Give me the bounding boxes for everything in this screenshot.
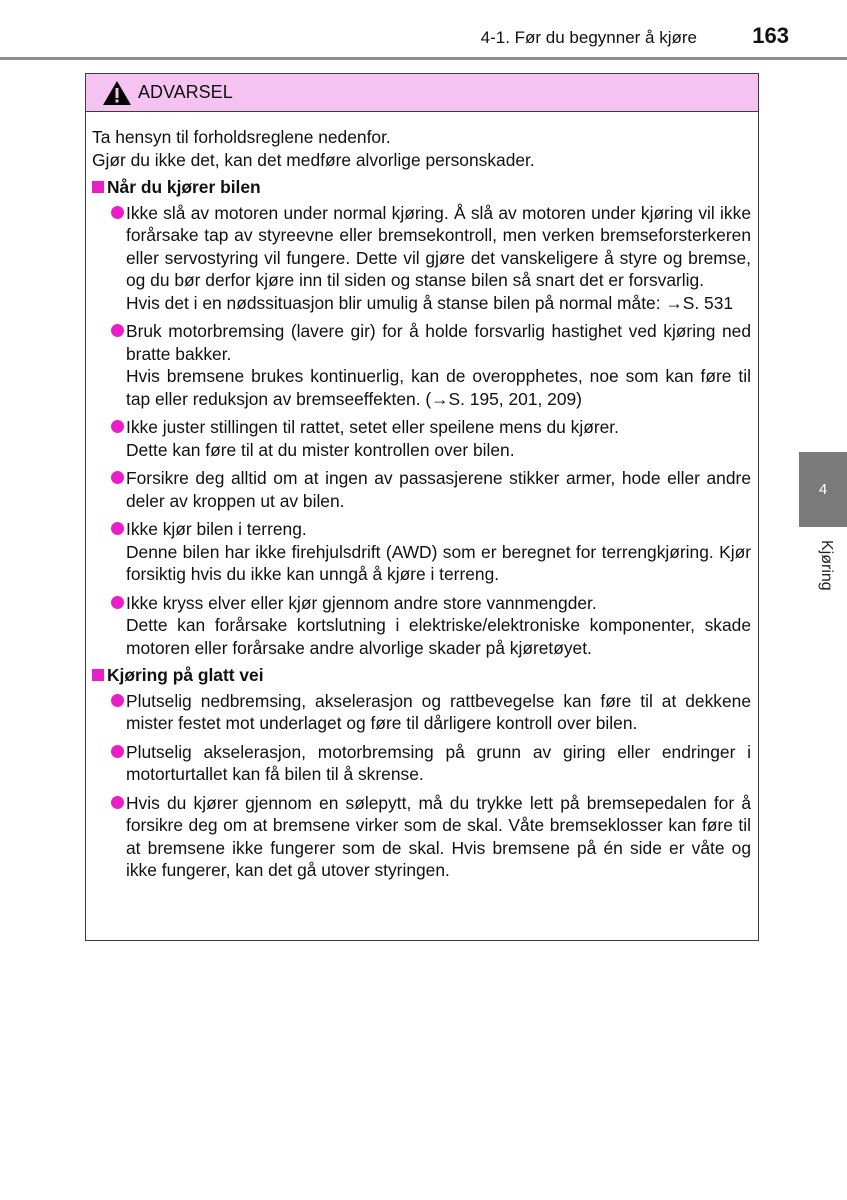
bullet-item [92,741,751,786]
header-rule [0,57,847,60]
bullet-item [92,518,751,586]
bullet-paragraph: Ikke kjør bilen i terreng. [126,519,307,539]
bullet-paragraph: Hvis bremsene brukes kontinuerlig, kan de overopphetes, noe som kan føre til tap eller reduksjon av bremseeffekten. (→S. 195, 201, 209) [126,366,751,409]
intro-line: Gjør du ikke det, kan det medføre alvorlige personskader. [92,149,535,170]
section-heading-text: Når du kjører bilen [107,177,261,197]
round-bullet-icon [111,206,124,219]
round-bullet-icon [111,694,124,707]
intro-line: Ta hensyn til forholdsreglene nedenfor. [92,127,391,147]
bullet-item [92,690,751,735]
section-title: 4-1. Før du begynner å kjøre [480,28,697,47]
square-bullet-icon [92,669,104,681]
warning-triangle-icon [102,80,132,106]
warning-title: ADVARSEL [138,82,233,102]
bullet-paragraph: Plutselig akselerasjon, motorbremsing på grunn av giring eller endringer i motorturtallet kan få bilen til å skrense. [126,741,751,784]
bullet-item [92,792,751,882]
section-heading-text: Kjøring på glatt vei [107,665,264,685]
bullet-item [92,467,751,512]
bullet-paragraph: Ikke juster stillingen til rattet, setet eller speilene mens du kjører. [126,417,619,437]
chapter-number: 4 [818,481,828,498]
page-number: 163 [752,23,789,48]
warning-intro [92,126,751,171]
round-bullet-icon [111,596,124,609]
bullet-item [92,202,751,315]
square-bullet-icon [92,181,104,193]
warning-body [86,112,758,882]
bullet-paragraph: Forsikre deg alltid om at ingen av passasjerene stikker armer, hode eller andre deler av kroppen ut av bilen. [126,468,751,511]
bullet-paragraph: Denne bilen har ikke firehjulsdrift (AWD) som er beregnet for terrengkjøring. Kjør forsiktig hvis du ikke kan unngå å kjøre i terreng. [126,541,751,584]
bullet-paragraph: Bruk motorbremsing (lavere gir) for å holde forsvarlig hastighet ved kjøring ned bratte bakker. [126,321,751,364]
bullet-item [92,592,751,660]
round-bullet-icon [111,522,124,535]
round-bullet-icon [111,324,124,337]
section-heading [92,664,751,687]
bullet-paragraph: Dette kan forårsake kortslutning i elektriske/elektroniske komponenter, skade motoren eller forårsake andre alvorlige skader på kjøretøyet. [126,615,751,658]
chapter-tab [799,452,847,527]
bullet-paragraph: Hvis det i en nødssituasjon blir umulig å stanse bilen på normal måte: →S. 531 [126,292,734,313]
bullet-paragraph: Plutselig nedbremsing, akselerasjon og rattbevegelse kan føre til at dekkene mister festet mot underlaget og føre til dårligere kontroll over bilen. [126,690,751,733]
bullet-item [92,320,751,410]
bullet-paragraph: Dette kan føre til at du mister kontrollen over bilen. [126,439,515,460]
warning-box [85,73,759,941]
bullet-paragraph: Ikke slå av motoren under normal kjøring. Å slå av motoren under kjøring vil ikke forårsake tap av styreevne eller bremsekontroll, men verken bremseforsterkeren eller servostyring vil fungere. Dette vil gjøre det vanskeligere å styre og bremse, og du bør derfor kjøre inn til siden og stanse bilen så snart det er forsvarlig. [126,202,751,290]
round-bullet-icon [111,796,124,809]
warning-header [86,74,758,112]
bullet-paragraph: Ikke kryss elver eller kjør gjennom andre store vannmengder. [126,592,597,613]
bullet-paragraph: Hvis du kjører gjennom en sølepytt, må du trykke lett på bremsepedalen for å forsikre deg om at bremsene virker som de skal. Våte bremseklosser kan føre til at bremsene ikke fungerer som de skal. Hvis bremsene på én side er våte og ikke fungerer, kan det gå utover styringen. [126,792,751,880]
round-bullet-icon [111,745,124,758]
round-bullet-icon [111,420,124,433]
bullet-item [92,416,751,461]
round-bullet-icon [111,471,124,484]
chapter-label: Kjøring [818,540,835,591]
section-heading [92,176,751,199]
